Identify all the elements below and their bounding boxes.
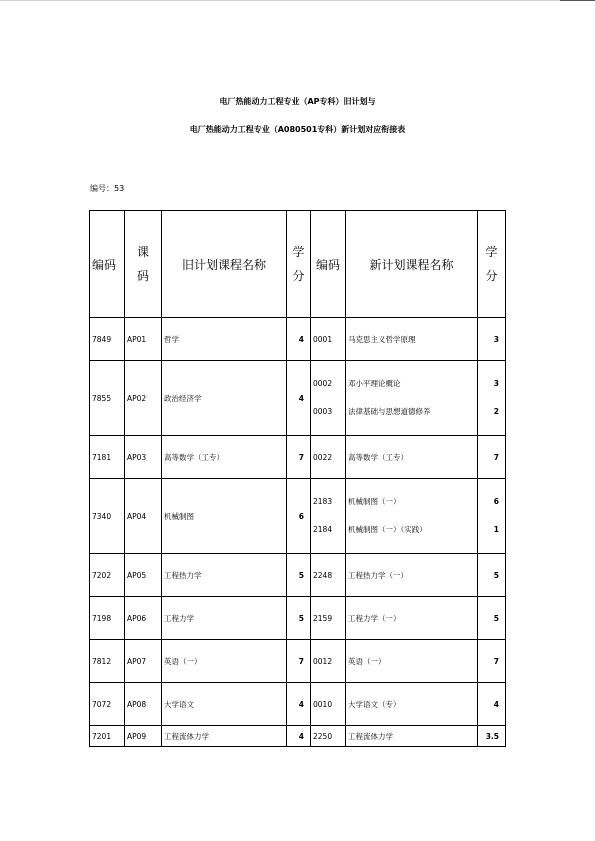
new-credit-cell <box>478 361 506 436</box>
course-code-cell: AP02 <box>125 361 162 436</box>
old-name-cell: 英语（一） <box>162 640 287 683</box>
new-name-cell: 工程热力学（一） <box>346 554 478 597</box>
new-name-cell: 英语（一） <box>346 640 478 683</box>
new-credit-cell: 3.5 <box>478 726 506 747</box>
new-code-cell: 2250 <box>311 726 346 747</box>
header-old-name: 旧计划课程名称 <box>162 211 287 318</box>
old-credit-cell: 4 <box>287 361 311 436</box>
old-code-cell: 7181 <box>90 436 125 479</box>
old-code-cell: 7849 <box>90 318 125 361</box>
old-name-cell: 工程力学 <box>162 597 287 640</box>
new-credit-cell: 4 <box>478 683 506 726</box>
page-top-rule <box>0 0 595 1</box>
header-course-code-bottom: 码 <box>136 269 149 283</box>
new-credit-cell: 5 <box>478 554 506 597</box>
header-new-name: 新计划课程名称 <box>346 211 478 318</box>
new-code-cell <box>311 361 346 436</box>
old-code-cell: 7072 <box>90 683 125 726</box>
table-row <box>90 361 506 436</box>
new-name-cell: 高等数学（工专） <box>346 436 478 479</box>
course-code-cell: AP08 <box>125 683 162 726</box>
header-new-credit <box>478 211 506 318</box>
new-credit-cell: 7 <box>478 640 506 683</box>
new-credit-line: 3 <box>493 379 499 388</box>
old-credit-cell: 5 <box>287 554 311 597</box>
course-code-cell: AP03 <box>125 436 162 479</box>
new-name-cell: 大学语文（专） <box>346 683 478 726</box>
new-name-cell: 马克思主义哲学原理 <box>346 318 478 361</box>
old-name-cell: 工程流体力学 <box>162 726 287 747</box>
old-credit-cell: 7 <box>287 436 311 479</box>
header-old-credit-top: 学 <box>292 245 305 259</box>
header-old-credit <box>287 211 311 318</box>
old-code-cell: 7812 <box>90 640 125 683</box>
old-credit-cell: 6 <box>287 479 311 554</box>
table-row <box>90 597 506 640</box>
old-credit-cell: 4 <box>287 726 311 747</box>
table-row <box>90 683 506 726</box>
page-corner-rule <box>560 0 595 1</box>
header-course-code <box>125 211 162 318</box>
header-row <box>90 211 506 318</box>
new-credit-line: 6 <box>493 497 499 506</box>
header-new-credit-top: 学 <box>485 245 498 259</box>
header-course-code-top: 课 <box>136 245 149 259</box>
old-credit-cell: 5 <box>287 597 311 640</box>
document-number: 编号：53 <box>90 184 125 193</box>
table-row <box>90 726 506 747</box>
header-old-code: 编码 <box>90 211 125 318</box>
table-row <box>90 479 506 554</box>
new-credit-cell: 5 <box>478 597 506 640</box>
course-code-cell: AP05 <box>125 554 162 597</box>
table-row <box>90 640 506 683</box>
new-name-cell <box>346 361 478 436</box>
old-code-cell: 7855 <box>90 361 125 436</box>
new-code-line: 2183 <box>313 497 333 506</box>
new-code-cell <box>311 479 346 554</box>
new-credit-cell <box>478 479 506 554</box>
new-credit-cell: 3 <box>478 318 506 361</box>
old-code-cell: 7202 <box>90 554 125 597</box>
new-code-line: 2184 <box>313 525 333 534</box>
course-code-cell: AP04 <box>125 479 162 554</box>
course-code-cell: AP06 <box>125 597 162 640</box>
old-credit-cell: 4 <box>287 318 311 361</box>
new-name-line: 机械制图（一）（实践） <box>348 525 427 534</box>
new-credit-line: 1 <box>493 525 499 534</box>
old-name-cell: 高等数学（工专） <box>162 436 287 479</box>
new-code-cell: 0022 <box>311 436 346 479</box>
new-name-cell: 工程流体力学 <box>346 726 478 747</box>
table-row <box>90 318 506 361</box>
new-code-cell: 0012 <box>311 640 346 683</box>
table-row <box>90 436 506 479</box>
new-name-line: 邓小平理论概论 <box>348 379 401 388</box>
new-code-cell: 2248 <box>311 554 346 597</box>
new-code-cell: 0010 <box>311 683 346 726</box>
course-code-cell: AP09 <box>125 726 162 747</box>
old-code-cell: 7201 <box>90 726 125 747</box>
old-name-cell: 哲学 <box>162 318 287 361</box>
old-code-cell: 7340 <box>90 479 125 554</box>
new-code-cell: 2159 <box>311 597 346 640</box>
old-name-cell: 大学语文 <box>162 683 287 726</box>
mapping-table <box>89 210 506 747</box>
title-line-2: 电厂热能动力工程专业（A080501专科）新计划对应衔接表 <box>189 125 406 134</box>
new-code-line: 0002 <box>313 379 333 388</box>
title-line-1: 电厂热能动力工程专业（AP专科）旧计划与 <box>219 97 376 106</box>
header-new-code: 编码 <box>311 211 346 318</box>
table-row <box>90 554 506 597</box>
new-code-cell: 0001 <box>311 318 346 361</box>
old-credit-cell: 4 <box>287 683 311 726</box>
header-old-credit-bottom: 分 <box>292 269 305 283</box>
course-code-cell: AP07 <box>125 640 162 683</box>
header-new-credit-bottom: 分 <box>485 269 498 283</box>
old-name-cell: 工程热力学 <box>162 554 287 597</box>
new-name-line: 法律基础与思想道德修养 <box>348 407 431 416</box>
course-code-cell: AP01 <box>125 318 162 361</box>
new-credit-cell: 7 <box>478 436 506 479</box>
old-credit-cell: 7 <box>287 640 311 683</box>
old-name-cell: 机械制图 <box>162 479 287 554</box>
new-name-cell: 工程力学（一） <box>346 597 478 640</box>
new-name-line: 机械制图（一） <box>348 497 401 506</box>
new-name-cell <box>346 479 478 554</box>
new-code-line: 0003 <box>313 407 333 416</box>
old-name-cell: 政治经济学 <box>162 361 287 436</box>
new-credit-line: 2 <box>493 407 499 416</box>
old-code-cell: 7198 <box>90 597 125 640</box>
